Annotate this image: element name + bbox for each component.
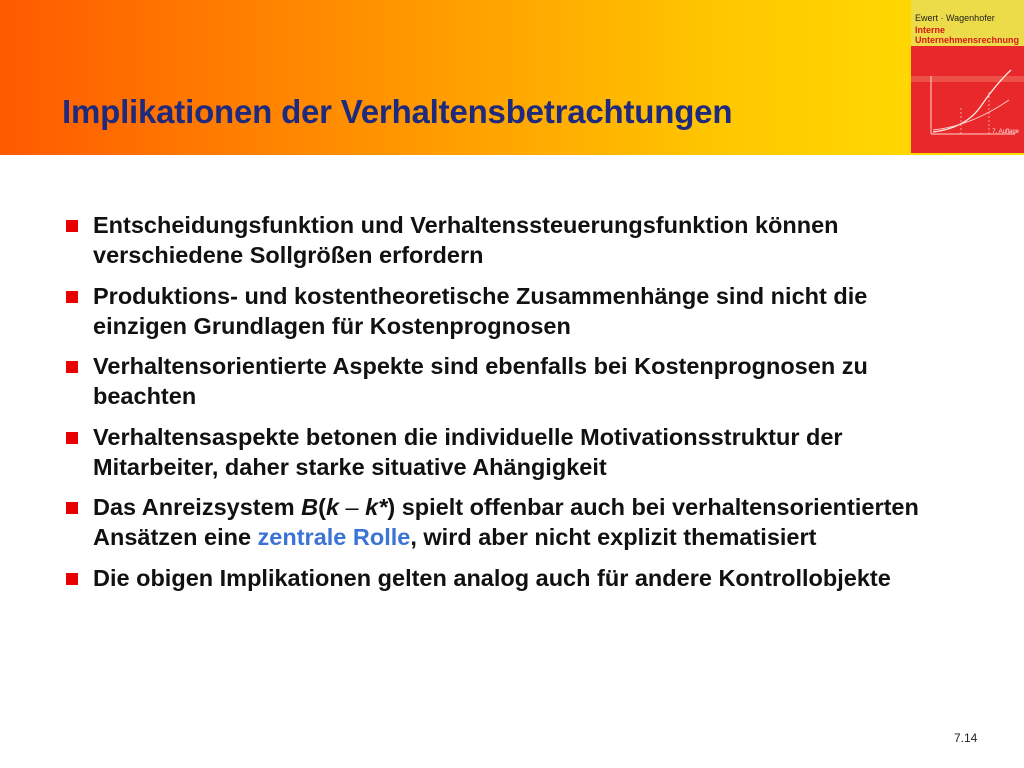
book-authors: Ewert · Wagenhofer: [915, 13, 995, 23]
bullet-text: Die obigen Implikationen gelten analog auch für andere Kontrollobjekte: [93, 564, 891, 591]
bullet-text: Entscheidungsfunktion und Verhaltenssteuerungsfunktion können verschiedene Sollgrößen erfordern: [93, 212, 839, 268]
formula-close-paren: ): [387, 494, 396, 520]
bullet-text: Verhaltensorientierte Aspekte sind ebenfalls bei Kostenprognosen zu beachten: [93, 353, 868, 409]
header-banner: [0, 0, 1024, 155]
book-cover-image: [911, 0, 1024, 153]
square-bullet-icon: [66, 291, 78, 303]
page-number: 7.14: [954, 731, 978, 745]
book-title-line2: Unternehmensrechnung: [915, 35, 1020, 45]
bullet-item: [62, 563, 962, 593]
square-bullet-icon: [66, 220, 78, 232]
bullet-list: [62, 210, 962, 603]
bullet-item: [62, 281, 962, 341]
square-bullet-icon: [66, 432, 78, 444]
formula-b: B: [301, 494, 319, 520]
bullet-item: [62, 210, 962, 270]
book-title: [915, 25, 1019, 45]
book-chart-icon: [911, 46, 1024, 153]
square-bullet-icon: [66, 361, 78, 373]
book-cover-graphic: [911, 46, 1024, 153]
formula-open-paren: (: [318, 494, 326, 520]
slide-title: Implikationen der Verhaltensbetrachtungen: [62, 93, 733, 130]
book-title-line1: Interne: [915, 25, 946, 35]
square-bullet-icon: [66, 502, 78, 514]
bullet-text-part1: Das Anreizsystem: [93, 494, 302, 520]
bullet-text: Verhaltensaspekte betonen die individuelle Motivationsstruktur der Mitarbeiter, daher starke situative Ahängigkeit: [93, 423, 843, 480]
bullet-text: Produktions- und kostentheoretische Zusammenhänge sind nicht die einzigen Grundlagen für Kostenprognosen: [93, 282, 868, 339]
bullet-item: [62, 492, 962, 552]
bullet-item: [62, 351, 962, 411]
highlighted-text: zentrale Rolle: [257, 524, 411, 550]
bullet-item: [62, 422, 962, 482]
formula-k-star: k*: [365, 494, 388, 520]
formula-k: k: [325, 494, 340, 520]
square-bullet-icon: [66, 573, 78, 585]
bullet-text-part2: spielt offenbar auch bei verhaltensorientierten Ansätzen eine: [93, 494, 919, 550]
book-edition: 7. Auflage: [992, 129, 1019, 135]
bullet-text-part3: , wird aber nicht explizit thematisiert: [410, 524, 817, 550]
formula-minus: –: [339, 494, 366, 520]
